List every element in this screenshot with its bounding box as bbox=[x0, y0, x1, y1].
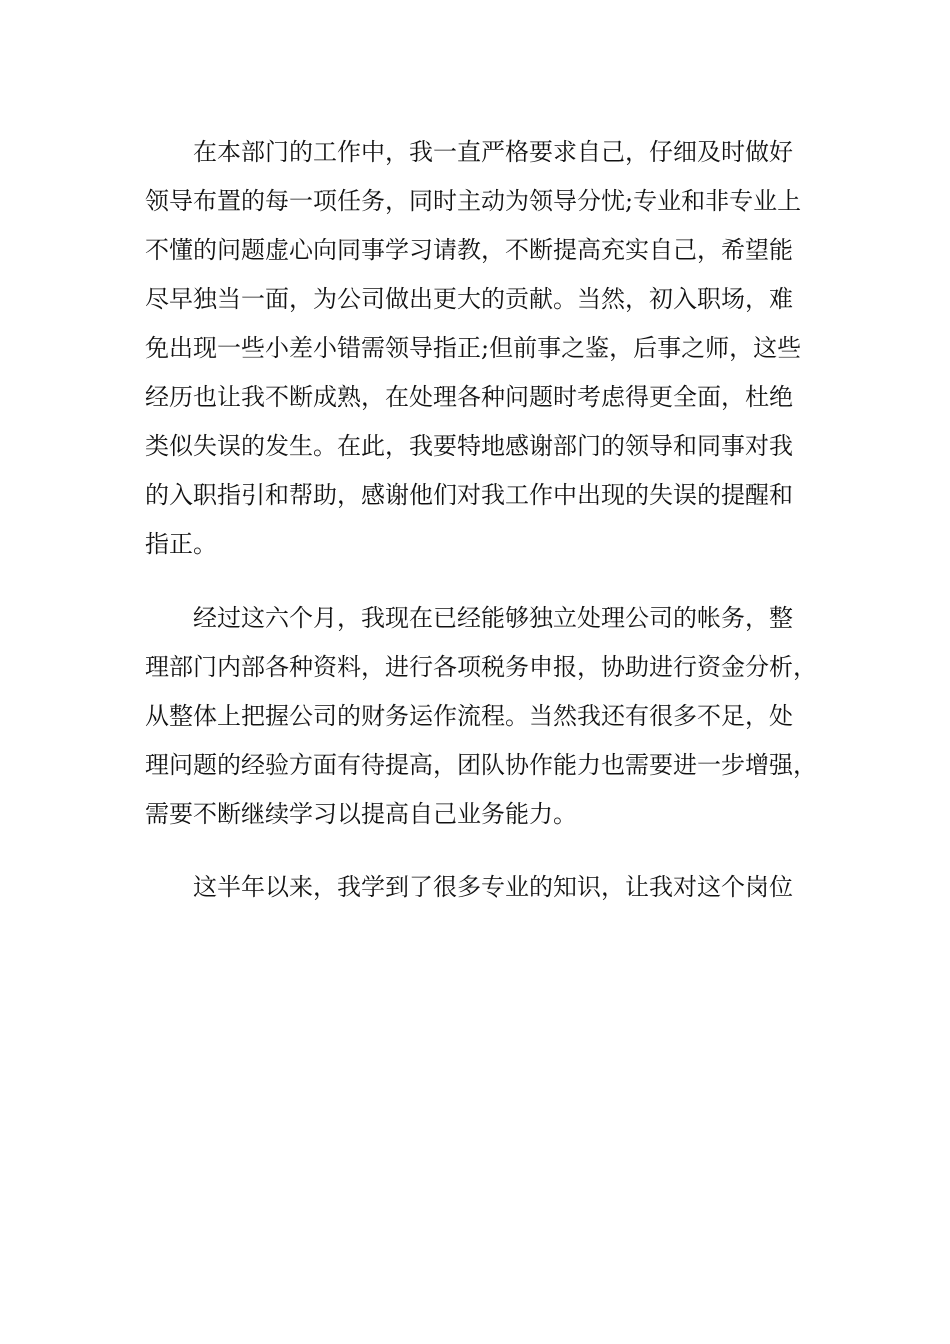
paragraph-line: 经过这六个月，我现在已经能够独立处理公司的帐务，整 bbox=[193, 603, 793, 632]
paragraph-2 bbox=[145, 594, 815, 839]
paragraph-line: 经历也让我不断成熟，在处理各种问题时考虑得更全面，杜绝 bbox=[145, 383, 793, 411]
paragraph-line: 类似失误的发生。在此，我要特地感谢部门的领导和同事对我 bbox=[145, 432, 793, 460]
paragraph-line: 领导布置的每一项任务，同时主动为领导分忧;专业和非专业上 bbox=[145, 187, 802, 215]
paragraph-1 bbox=[145, 128, 815, 569]
document-body bbox=[145, 128, 815, 937]
paragraph-line: 免出现一些小差小错需领导指正;但前事之鉴，后事之师，这些 bbox=[145, 334, 802, 362]
paragraph-3 bbox=[145, 863, 815, 912]
paragraph-line: 尽早独当一面，为公司做出更大的贡献。当然，初入职场，难 bbox=[145, 285, 793, 313]
paragraph-line: 在本部门的工作中，我一直严格要求自己，仔细及时做好 bbox=[193, 138, 793, 166]
paragraph-line: 指正。 bbox=[145, 530, 217, 558]
paragraph-line: 这半年以来，我学到了很多专业的知识，让我对这个岗位 bbox=[193, 873, 793, 901]
paragraph-line: 的入职指引和帮助，感谢他们对我工作中出现的失误的提醒和 bbox=[145, 481, 793, 509]
paragraph-line: 需要不断继续学习以提高自己业务能力。 bbox=[145, 799, 577, 828]
paragraph-line: 理问题的经验方面有待提高，团队协作能力也需要进一步增强， bbox=[145, 750, 817, 779]
paragraph-line: 不懂的问题虚心向同事学习请教，不断提高充实自己，希望能 bbox=[145, 236, 793, 264]
paragraph-line: 理部门内部各种资料，进行各项税务申报，协助进行资金分析， bbox=[145, 652, 817, 681]
paragraph-line: 从整体上把握公司的财务运作流程。当然我还有很多不足，处 bbox=[145, 701, 793, 730]
